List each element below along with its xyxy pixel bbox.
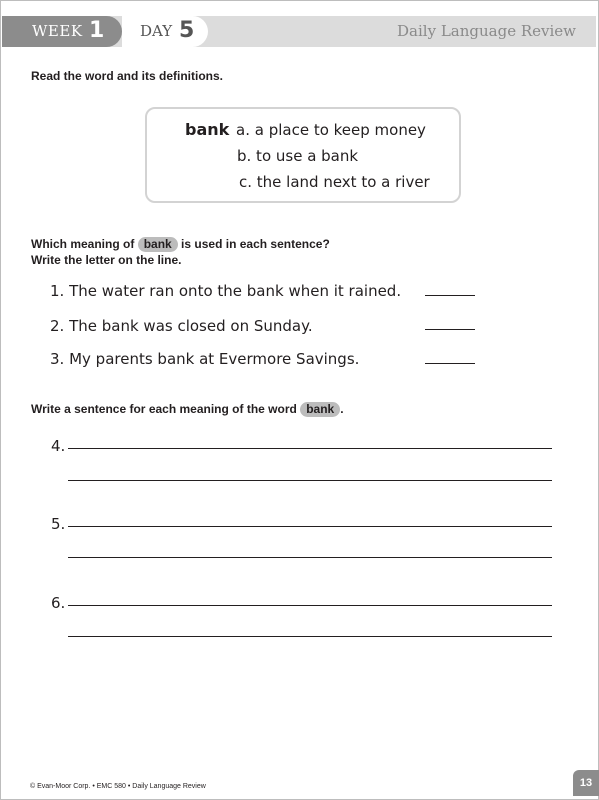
answer-line-2[interactable] [425, 329, 475, 330]
sentence-2: 2. The bank was closed on Sunday. [50, 317, 313, 335]
section3-instruction-post: . [340, 402, 344, 416]
section3-instruction-pre: Write a sentence for each meaning of the word [31, 402, 297, 416]
writing-line-5a[interactable] [68, 526, 552, 527]
answer-line-3[interactable] [425, 363, 475, 364]
day-label: DAY [140, 22, 173, 40]
definition-c: c. the land next to a river [239, 173, 430, 191]
footer-credit: © Evan-Moor Corp. • EMC 580 • Daily Language Review [30, 783, 206, 790]
definition-b: b. to use a bank [237, 147, 359, 165]
section1-instruction: Read the word and its definitions. [31, 69, 224, 83]
answer-line-1[interactable] [425, 295, 475, 296]
writing-line-6a[interactable] [68, 605, 552, 606]
day-number: 5 [179, 18, 195, 43]
section2-instruction-post: is used in each sentence? [181, 237, 330, 251]
writing-line-4a[interactable] [68, 448, 552, 449]
sentence-1: 1. The water ran onto the bank when it rained. [50, 282, 402, 300]
section2-instruction-line2: Write the letter on the line. [31, 253, 182, 267]
series-title: Daily Language Review [397, 22, 576, 40]
writing-line-5b[interactable] [68, 557, 552, 558]
section3-instruction [31, 401, 344, 417]
header-bar [2, 16, 596, 47]
writing-line-4b[interactable] [68, 480, 552, 481]
section2-instruction [31, 236, 330, 268]
highlighted-word: bank [300, 402, 340, 417]
section2-instruction-pre: Which meaning of [31, 237, 135, 251]
item-4-number: 4. [51, 437, 66, 455]
sentence-3: 3. My parents bank at Evermore Savings. [50, 350, 360, 368]
definition-word: bank [185, 120, 230, 139]
item-6-number: 6. [51, 594, 66, 612]
week-number: 1 [89, 18, 105, 43]
day-tab [122, 16, 208, 47]
item-5-number: 5. [51, 515, 66, 533]
highlighted-word: bank [138, 237, 178, 252]
week-label: WEEK [32, 22, 83, 40]
definition-a: a. a place to keep money [236, 121, 426, 139]
writing-line-6b[interactable] [68, 636, 552, 637]
week-tab [2, 16, 122, 47]
page-number: 13 [573, 770, 599, 796]
